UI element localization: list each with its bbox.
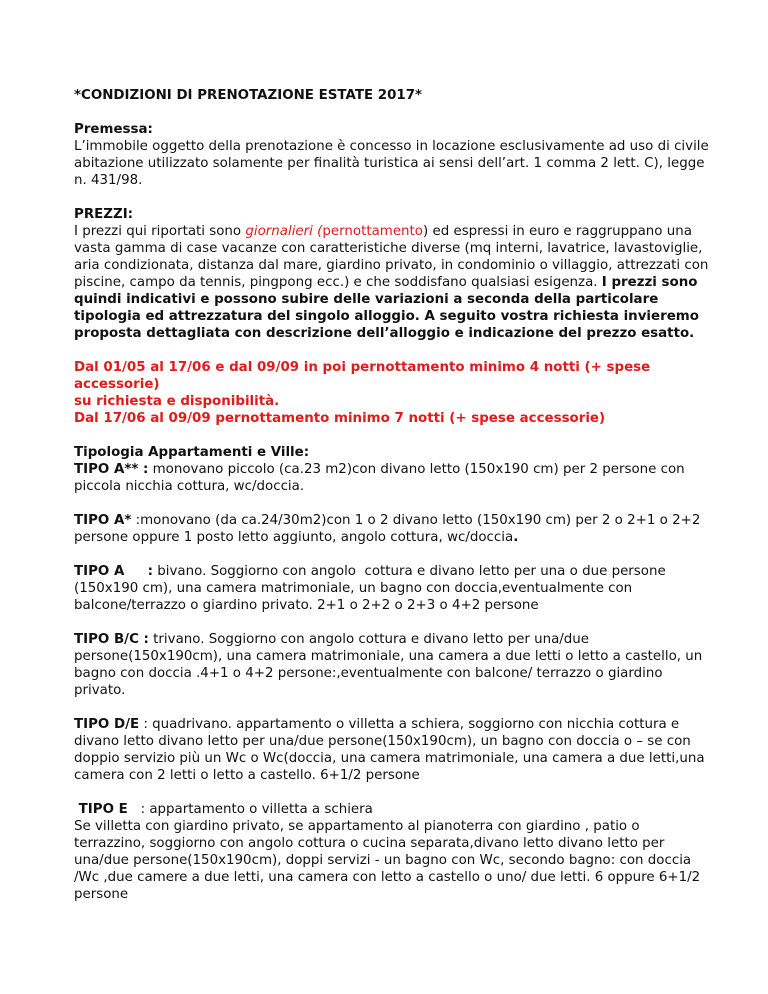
prezzi-details: ) ed espressi in euro e raggruppano una vasta gamma di case vacanze con caratteristiche diverse (mq interni, lavatrice, lavastoviglie, aria condizionata, distanza dal mare, giardino privato, in condominio o villaggio, attrezzati con piscine, campo da tennis, pingpong ecc.) e che soddisfano qualsiasi esigenza. (74, 224, 709, 290)
prezzi-bold-note: I prezzi sono quindi indicativi e possono subire delle variazioni a seconda della particolare tipologia ed attrezzatura del singolo alloggio. A seguito vostra richiesta invieremo proposta dettagliata con descrizione dell’alloggio e indicazione del prezzo esatto. (74, 275, 699, 341)
tipo-a1-text (74, 512, 714, 546)
tipo-a-label: TIPO A : (74, 564, 154, 579)
tipo-bc-text (74, 631, 714, 699)
prezzi-paren: ( (312, 224, 323, 239)
document-title: *CONDIZIONI DI PRENOTAZIONE ESTATE 2017* (74, 88, 423, 103)
tipo-a-text (74, 563, 714, 614)
premessa-section (74, 121, 714, 189)
premessa-heading: Premessa: (74, 122, 153, 137)
prezzi-heading: PREZZI: (74, 207, 134, 222)
prezzi-section (74, 206, 714, 342)
prezzi-pernottamento: pernottamento (322, 224, 423, 239)
prezzi-giornalieri: giornalieri (245, 224, 313, 239)
tipo-de-section (74, 716, 714, 784)
tipo-e-section (74, 801, 714, 903)
tipo-a2-desc: monovano piccolo (ca.23 m2)con divano letto (150x190 cm) per 2 persone con piccola nicchia cottura, wc/doccia. (74, 462, 685, 494)
tipo-de-label: TIPO D/E (74, 717, 140, 732)
tipo-bc-desc: trivano. Soggiorno con angolo cottura e divano letto per una/due persone(150x190cm), una camera matrimoniale, una camera a due letti o letto a castello, un bagno con doccia .4+1 o 4+2 persone:,eventualmente con balcone/ terrazzo o giardino privato. (74, 632, 703, 698)
tipo-e-details: Se villetta con giardino privato, se appartamento al pianoterra con giardino , patio o terrazzino, soggiorno con angolo cottura o cucina separata,divano letto divano letto per una/due persone(150x190cm), doppi servizi - un bagno con Wc, secondo bagno: con doccia /Wc ,due camere a due letti, una camera con letto a castello o uno/ due letti. 6 oppure 6+1/2 persone (74, 819, 701, 902)
tipo-a2-label: TIPO A** : (74, 462, 149, 477)
document-page (74, 87, 714, 920)
prezzi-text (74, 223, 714, 342)
prezzi-intro: I prezzi qui riportati sono (74, 224, 246, 239)
tipo-a2-section (74, 444, 714, 495)
tipo-a1-tail: . (513, 530, 519, 545)
tipo-de-text (74, 716, 714, 784)
tipo-bc-section (74, 631, 714, 699)
periodo-line-3: Dal 17/06 al 09/09 pernottamento minimo 7 notti (+ spese accessorie) (74, 411, 606, 426)
tipo-a1-desc: :monovano (da ca.24/30m2)con 1 o 2 divano letto (150x190 cm) per 2 o 2+1 o 2+2 persone oppure 1 posto letto aggiunto, angolo cottura, wc/doccia (74, 513, 701, 545)
tipologia-heading: Tipologia Appartamenti e Ville: (74, 445, 310, 460)
tipo-e-desc: : appartamento o villetta a schiera (127, 802, 373, 817)
premessa-text: L’immobile oggetto della prenotazione è concesso in locazione esclusivamente ad uso di civile abitazione utilizzato solamente per finalità turistica ai sensi dell’art. 1 comma 2 lett. C), legge n. 431/98. (74, 139, 709, 188)
periodi-section (74, 359, 714, 427)
tipo-a1-section (74, 512, 714, 546)
tipo-de-desc: : quadrivano. appartamento o villetta a schiera, soggiorno con nicchia cottura e divano letto divano letto per una/due persone(150x190cm), un bagno con doccia o – se con doppio servizio più un Wc o Wc(doccia, una camera matrimoniale, una camera a due letti,una camera con 2 letti o letto a castello. 6+1/2 persone (74, 717, 705, 783)
tipo-a1-label: TIPO A* (74, 513, 132, 528)
tipo-a-desc: bivano. Soggiorno con angolo cottura e divano letto per una o due persone (150x190 cm), una camera matrimoniale, un bagno con doccia,eventualmente con balcone/terrazzo o giardino privato. 2+1 o 2+2 o 2+3 o 4+2 persone (74, 564, 670, 613)
tipo-bc-label: TIPO B/C : (74, 632, 149, 647)
periodo-line-1: Dal 01/05 al 17/06 e dal 09/09 in poi pernottamento minimo 4 notti (+ spese accessorie) (74, 360, 651, 392)
tipo-a2-text (74, 461, 714, 495)
tipo-a-section (74, 563, 714, 614)
periodo-line-2: su richiesta e disponibilità. (74, 394, 280, 409)
tipo-e-text (74, 801, 714, 818)
tipo-e-label: TIPO E (74, 802, 128, 817)
